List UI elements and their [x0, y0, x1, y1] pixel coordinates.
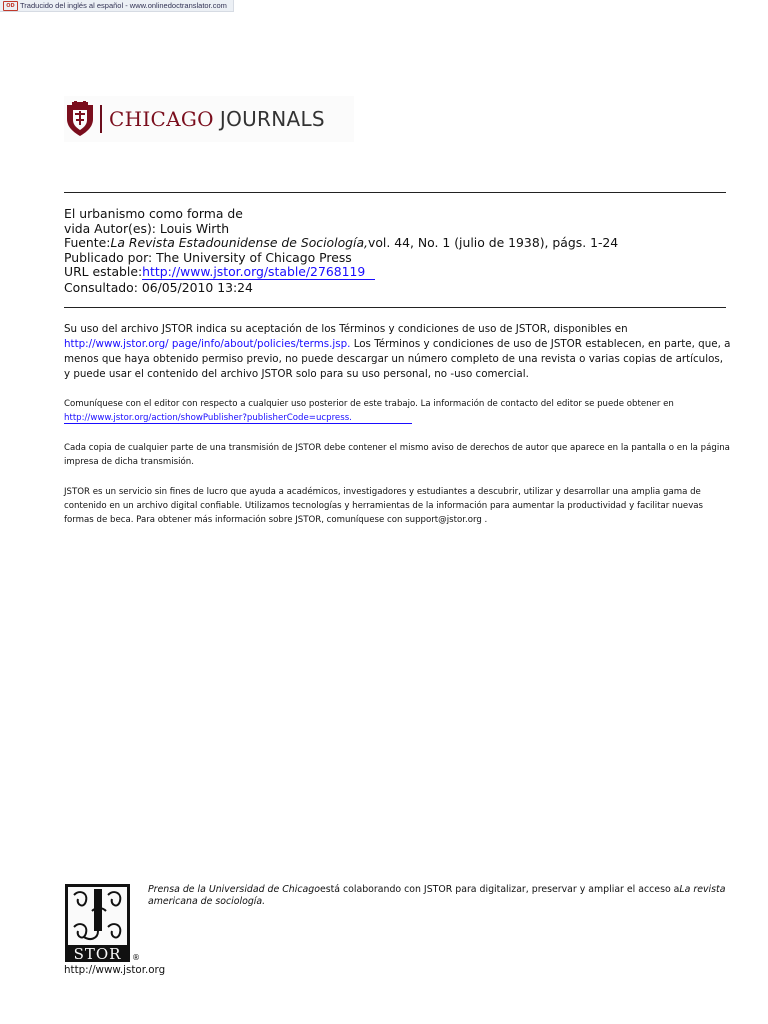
logo-chicago-text: CHICAGO	[109, 107, 214, 131]
contact-paragraph	[64, 397, 732, 425]
terms-text-end: Los Términos y condiciones de uso de JSTOR establecen, en parte, que, a menos que haya obtenido permiso previo, no puede descargar un número completo de una revista o varias copias de artículos, y puede usar el contenido del archivo JSTOR solo para su uso personal, no -uso comercial.	[64, 338, 731, 380]
source-details: vol. 44, No. 1 (julio de 1938), págs. 1-24	[368, 235, 619, 251]
source-label: Fuente:	[64, 235, 111, 251]
chicago-journals-logo	[64, 96, 354, 142]
footer-journal-name: La revista americana de sociología.	[148, 884, 726, 907]
stable-url-label: URL estable:	[64, 264, 143, 280]
article-title-line2: vida Autor(es): Louis Wirth	[64, 220, 230, 236]
terms-paragraph	[64, 322, 732, 382]
citation-bottom-divider	[64, 307, 726, 308]
source-journal: La Revista Estadounidense de Sociología,	[110, 235, 368, 251]
translator-banner[interactable]	[0, 0, 234, 12]
accessed-line: Consultado: 06/05/2010 13:24	[64, 279, 253, 295]
registered-mark: ®	[132, 953, 140, 962]
citation-block	[64, 207, 728, 296]
copyright-notice: Cada copia de cualquier parte de una transmisión de JSTOR debe contener el mismo aviso de derechos de autor que aparece en la pantalla o en la página impresa de dicha transmisión.	[64, 443, 730, 467]
publisher-contact-link[interactable]: http://www.jstor.org/action/showPublisher?publisherCode=ucpress.	[64, 413, 412, 424]
top-divider	[64, 192, 726, 193]
translator-icon: OD	[3, 1, 18, 11]
terms-text-start: Su uso del archivo JSTOR indica su aceptación de los Términos y condiciones de uso de JSTOR, disponibles en	[64, 323, 628, 335]
jstor-logo-text: STOR	[73, 945, 122, 963]
terms-link[interactable]: http://www.jstor.org/ page/info/about/policies/terms.jsp.	[64, 338, 351, 350]
footer-middle-text: está colaborando con JSTOR para digitalizar, preservar y ampliar el acceso a	[319, 884, 680, 895]
source-line	[64, 236, 728, 251]
university-crest-icon	[65, 101, 95, 137]
article-title-line1: El urbanismo como forma de	[64, 206, 243, 221]
stable-url-line	[64, 265, 728, 280]
press-name: Prensa de la Universidad de Chicago	[148, 884, 320, 895]
publisher-line: Publicado por: The University of Chicago Press	[64, 249, 352, 265]
jstor-url[interactable]: http://www.jstor.org	[64, 964, 166, 976]
footer-collaboration-text	[148, 884, 728, 908]
logo-divider	[100, 105, 102, 133]
contact-text: Comuníquese con el editor con respecto a cualquier uso posterior de este trabajo. La información de contacto del editor se puede obtener en	[64, 399, 674, 409]
logo-journals-text: JOURNALS	[219, 107, 325, 131]
jstor-logo-icon	[64, 883, 142, 963]
stable-url-link[interactable]: http://www.jstor.org/stable/2768119	[142, 264, 375, 280]
jstor-info-paragraph: JSTOR es un servicio sin fines de lucro que ayuda a académicos, investigadores y estudiantes a descubrir, utilizar y desarrollar una amplia gama de contenido en un archivo digital confiable. Utilizamos tecnologías y herramientas de la información para aumentar la productividad y facilitar nuevas formas de beca. Para obtener más información sobre JSTOR, comuníquese con support@jstor.org .	[64, 487, 704, 525]
translator-banner-text[interactable]: Traducido del inglés al español - www.onlinedoctranslator.com	[20, 1, 227, 10]
